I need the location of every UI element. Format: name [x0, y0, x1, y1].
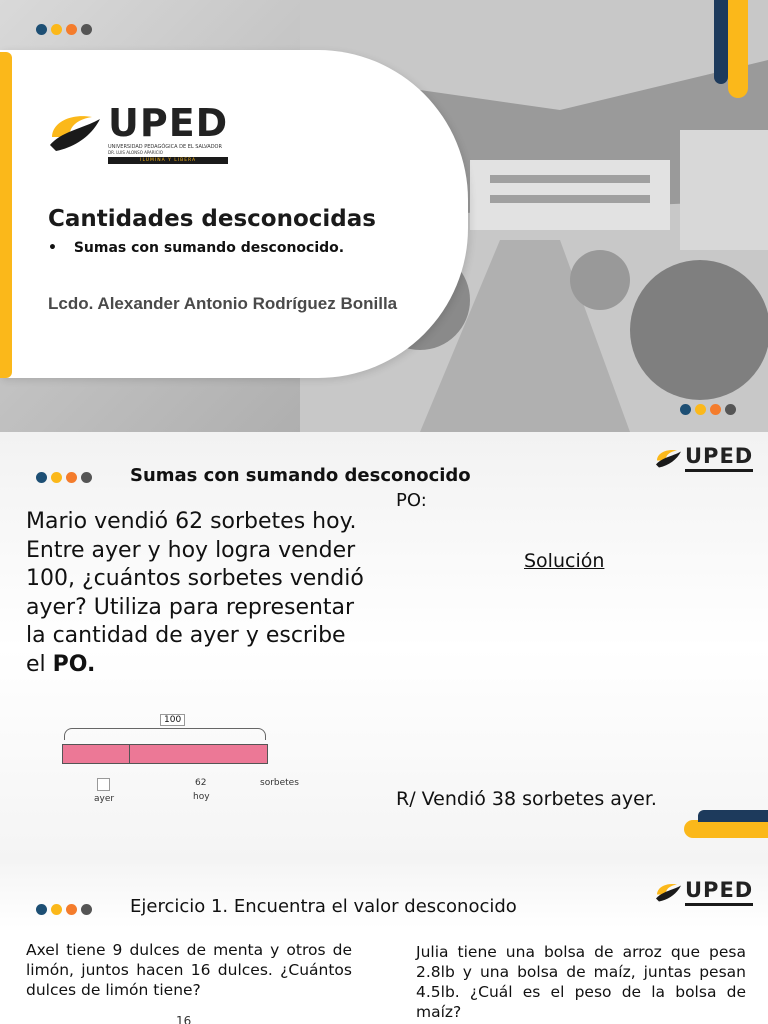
logo-wordmark: UPED: [685, 878, 754, 902]
bullet-marker: •: [48, 240, 57, 256]
logo-underline: [685, 469, 753, 472]
corner-accent-blue: [698, 810, 768, 822]
uped-flame-icon: [655, 447, 683, 471]
uped-logo-small: [655, 880, 753, 906]
problem-main: Mario vendió 62 sorbetes hoy. Entre ayer y hoy logra vender 100, ¿cuántos sorbetes vendió ayer? Utiliza: [26, 509, 364, 620]
diagram-unit: sorbetes: [260, 778, 299, 788]
uped-flame-icon: [655, 881, 683, 905]
logo-motto: ILUMINA Y LIBERA: [108, 157, 228, 164]
decorative-dots: [36, 904, 92, 915]
uped-logo-small: [655, 446, 753, 472]
logo-founder: DR. LUIS ALONSO APARICIO: [108, 150, 163, 155]
slide-bullet: [48, 240, 344, 256]
corner-accent-yellow: [728, 0, 748, 98]
author-name: Lcdo. Alexander Antonio Rodríguez Bonilla: [48, 294, 398, 313]
uped-logo: [48, 101, 229, 164]
diagram-unknown-label: ayer: [94, 794, 115, 804]
corner-accent-yellow: [684, 820, 768, 838]
uped-flame-icon: [48, 111, 104, 157]
title-slide: [0, 0, 768, 432]
problem-po: PO.: [52, 651, 96, 677]
diagram-brace: [64, 728, 266, 740]
logo-underline: [685, 903, 753, 906]
corner-accent-blue: [714, 0, 728, 84]
slide-title: Ejercicio 1. Encuentra el valor desconocido: [130, 896, 517, 917]
diagram-known-label: hoy: [193, 792, 210, 802]
diagram-known-value: 62: [195, 778, 207, 788]
decorative-dots-top: [36, 24, 92, 35]
diagram-total: 100: [160, 714, 185, 726]
bullet-text: Sumas con sumando desconocido.: [73, 240, 345, 256]
problem-slide: [0, 432, 768, 864]
exercise-left-total: 16: [176, 1014, 192, 1024]
slide-title: Cantidades desconocidas: [48, 206, 376, 232]
exercise-slide: [0, 864, 768, 1024]
answer-text: R/ Vendió 38 sorbetes ayer.: [396, 788, 657, 810]
decorative-dots-bottom: [680, 404, 736, 415]
unknown-box: [97, 778, 110, 791]
solution-label: Solución: [524, 550, 605, 572]
exercise-right-text: Julia tiene una bolsa de arroz que pesa 2.8lb y una bolsa de maíz, juntas pesan 4.5lb. ¿Cuál es el peso de la bolsa de maíz?: [416, 943, 746, 1021]
slide-title: Sumas con sumando desconocido: [130, 465, 471, 486]
accent-bar: [0, 52, 12, 378]
decorative-dots: [36, 472, 92, 483]
logo-wordmark: UPED: [108, 101, 229, 145]
problem-instruction: para representar la cantidad de ayer y escribe el: [26, 594, 355, 677]
logo-wordmark: UPED: [685, 444, 754, 468]
tape-diagram: [62, 744, 268, 764]
problem-text: [26, 508, 366, 679]
tape-divider: [129, 745, 130, 763]
po-label: PO:: [396, 490, 427, 511]
exercise-left-text: Axel tiene 9 dulces de menta y otros de limón, juntos hacen 16 dulces. ¿Cuántos dulces de limón tiene?: [26, 941, 352, 999]
logo-university: UNIVERSIDAD PEDAGÓGICA DE EL SALVADOR: [108, 144, 222, 150]
